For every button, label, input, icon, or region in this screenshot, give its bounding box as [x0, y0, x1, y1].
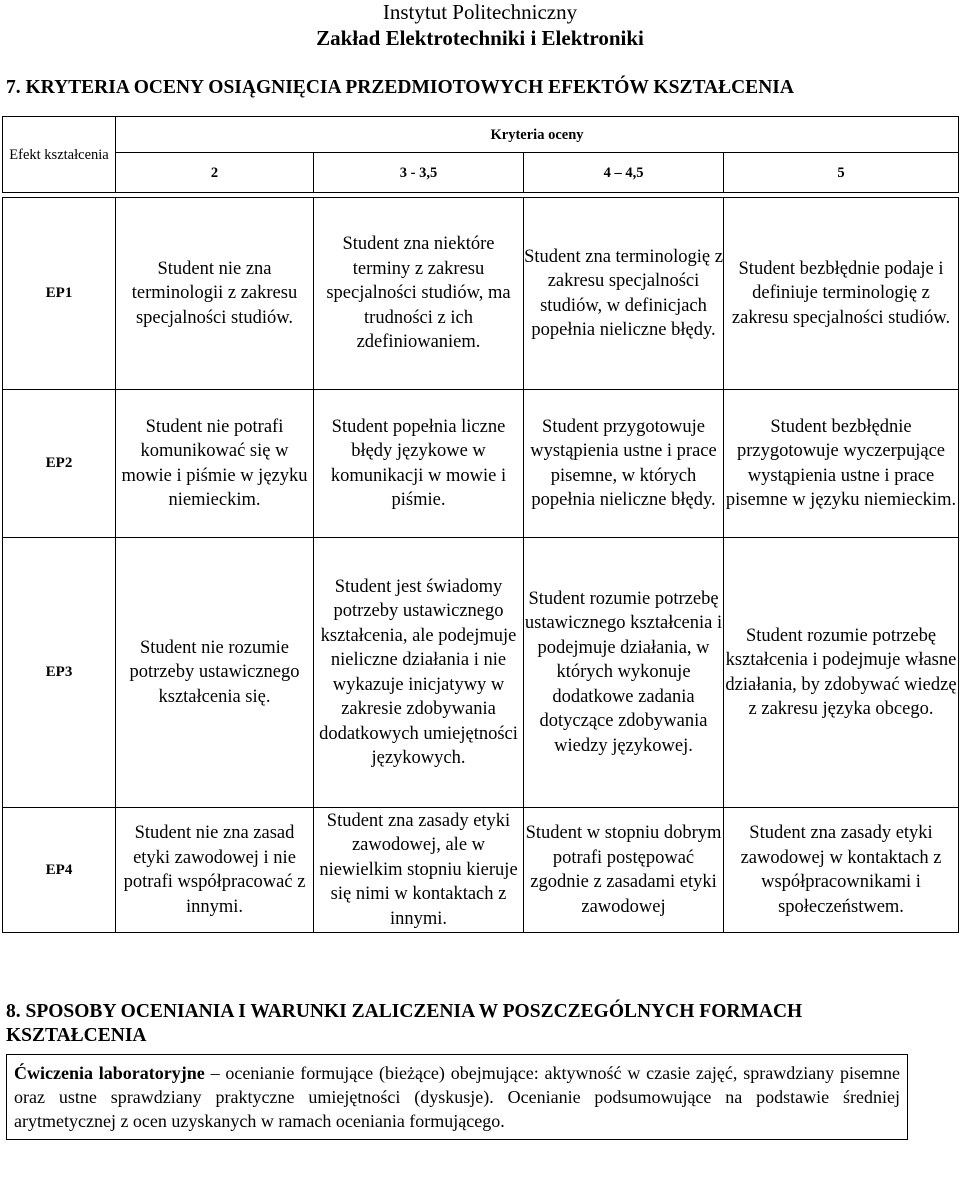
table-row [3, 808, 959, 933]
criteria-cell: Student bezbłędnie przygotowuje wyczerpujące wystąpienia ustne i prace pisemne w języku niemieckim. [724, 390, 959, 538]
assessment-box [6, 1054, 908, 1140]
criteria-cell: Student zna zasady etyki zawodowej w kontaktach z współpracownikami i społeczeństwem. [724, 808, 959, 933]
criteria-cell: Student rozumie potrzebę kształcenia i podejmuje własne działania, by zdobywać wiedzę z zakresu języka obcego. [724, 538, 959, 808]
grade-5: 5 [724, 153, 959, 193]
effect-code: EP2 [3, 390, 116, 538]
criteria-cell: Student popełnia liczne błędy językowe w komunikacji w mowie i piśmie. [314, 390, 524, 538]
grade-2: 2 [116, 153, 314, 193]
criteria-cell: Student nie zna terminologii z zakresu specjalności studiów. [116, 198, 314, 390]
criteria-cell: Student zna niektóre terminy z zakresu specjalności studiów, ma trudności z ich zdefiniowaniem. [314, 198, 524, 390]
criteria-cell: Student nie zna zasad etyki zawodowej i nie potrafi współpracować z innymi. [116, 808, 314, 933]
header-effect [3, 117, 116, 193]
assessment-label: Ćwiczenia laboratoryjne [14, 1063, 205, 1083]
header-effect-label: Efekt kształcenia [9, 146, 109, 163]
criteria-cell: Student w stopniu dobrym potrafi postępować zgodnie z zasadami etyki zawodowej [524, 808, 724, 933]
table-row [3, 538, 959, 808]
criteria-cell: Student jest świadomy potrzeby ustawicznego kształcenia, ale podejmuje nieliczne działania i nie wykazuje inicjatywy w zakresie zdobywania dodatkowych umiejętności językowych. [314, 538, 524, 808]
criteria-cell: Student przygotowuje wystąpienia ustne i prace pisemne, w których popełnia nieliczne błędy. [524, 390, 724, 538]
section-8-title: 8. SPOSOBY OCENIANIA I WARUNKI ZALICZENIA W POSZCZEGÓLNYCH FORMACH KSZTAŁCENIA [6, 1001, 803, 1046]
table-row [3, 198, 959, 390]
criteria-cell: Student zna zasady etyki zawodowej, ale w niewielkim stopniu kieruje się nimi w kontaktach z innymi. [314, 808, 524, 933]
effect-code: EP4 [3, 808, 116, 933]
header-criteria: Kryteria oceny [116, 117, 959, 153]
criteria-cell: Student rozumie potrzebę ustawicznego kształcenia i podejmuje działania, w których wykonuje dodatkowe zadania dotyczące zdobywania wiedzy językowej. [524, 538, 724, 808]
criteria-cell: Student nie potrafi komunikować się w mowie i piśmie w języku niemieckim. [116, 390, 314, 538]
criteria-table [2, 116, 959, 933]
criteria-cell: Student zna terminologię z zakresu specjalności studiów, w definicjach popełnia nieliczne błędy. [524, 198, 724, 390]
grade-3: 3 - 3,5 [314, 153, 524, 193]
institute-name: Instytut Politechniczny [382, 0, 578, 24]
department-name: Zakład Elektrotechniki i Elektroniki [316, 26, 644, 50]
table-row [3, 390, 959, 538]
grade-4: 4 – 4,5 [524, 153, 724, 193]
assessment-text: – ocenianie formujące (bieżące) obejmujące: aktywność w czasie zajęć, sprawdziany pisemne oraz ustne sprawdziany praktyczne umiejętności (dyskusje). Ocenianie podsumowujące na podstawie średniej arytmetycznej z ocen uzyskanych w ramach oceniania formującego. [14, 1063, 900, 1131]
criteria-cell: Student bezbłędnie podaje i definiuje terminologię z zakresu specjalności studiów. [724, 198, 959, 390]
effect-code: EP1 [3, 198, 116, 390]
effect-code: EP3 [3, 538, 116, 808]
section-7-title: 7. KRYTERIA OCENY OSIĄGNIĘCIA PRZEDMIOTOWYCH EFEKTÓW KSZTAŁCENIA [6, 77, 794, 98]
criteria-cell: Student nie rozumie potrzeby ustawicznego kształcenia się. [116, 538, 314, 808]
